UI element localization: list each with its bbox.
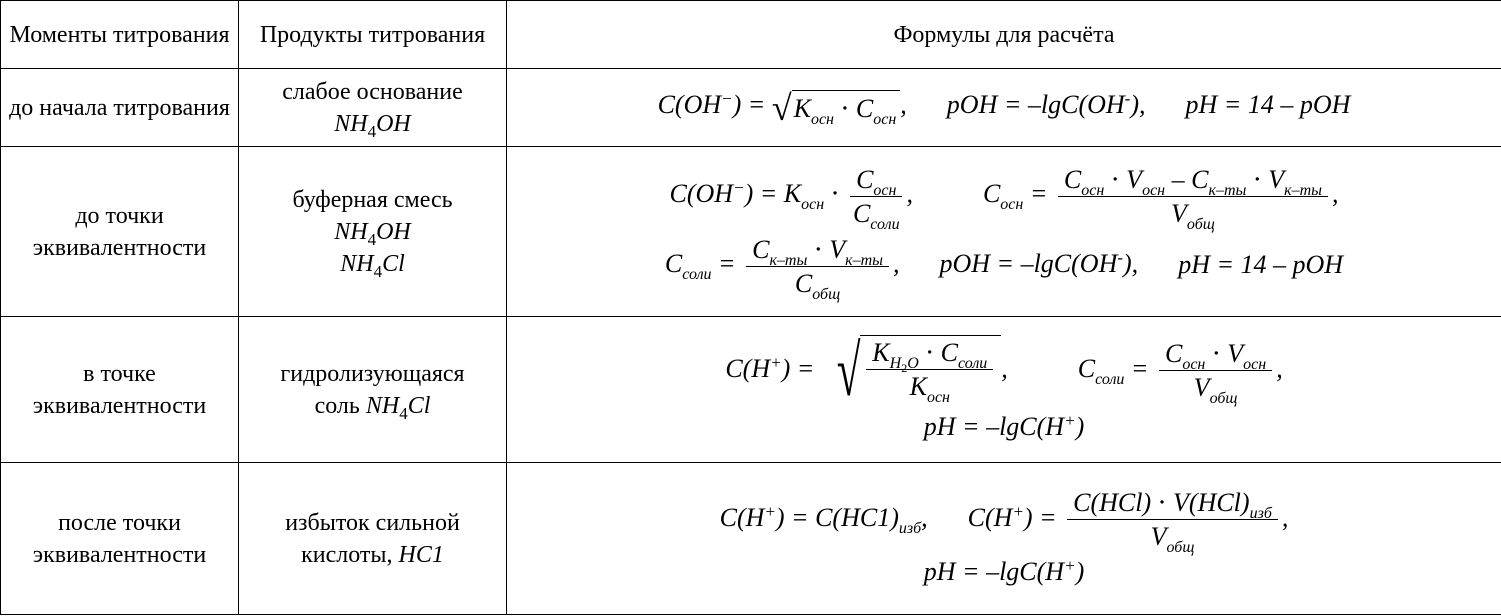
formula-c-h-excess-calc: C(H+) = $\frac{C(HCl) \cdot V(HCl)_{изб}}{V_{общ}}$ , xyxy=(967,488,1289,556)
product-text: избыток сильной xyxy=(285,509,460,536)
formula-c-soli-eq: $C_{соли}$ = $\frac{C_{осн} \cdot V_{осн}}{V_{общ}}$ , xyxy=(1077,339,1283,407)
formula-cell xyxy=(507,463,1501,615)
formula-ph: pH = 14 – pOH xyxy=(1185,90,1351,120)
formula-c-oh-buffer: $C(OH^-) = K_{осн}$ ⋅ $\frac{C_{осн}}{C_{соли}}$ , xyxy=(669,164,913,233)
table-row xyxy=(1,317,1501,463)
product-text: слабое основание xyxy=(282,78,463,105)
formula-ph-eq: pH = –lgC(H+) xyxy=(923,411,1085,441)
moment-cell: до точки эквивалентности xyxy=(1,147,239,317)
header-moments: Моменты титрования xyxy=(1,1,239,69)
formula-c-h-hydrolysis: C(H+) = √ $\frac{K_{H_2O} \cdot C_{соли}}{K_{осн}}$ , xyxy=(725,331,1008,411)
formula-c-osn: $C_{осн}$ = $\frac{C_{осн} \cdot V_{осн} - C_{к-ты} \cdot V_{к-ты}}{V_{общ}}$ , xyxy=(982,164,1339,233)
product-formula: $NH_4Cl$ xyxy=(340,250,405,281)
formula-poh: pOH = –lgC(OH-), xyxy=(946,89,1146,120)
product-cell xyxy=(239,69,507,147)
table-row xyxy=(1,463,1501,615)
header-row xyxy=(1,1,1501,69)
formula-poh: pOH = –lgC(OH-), xyxy=(939,248,1139,279)
product-formula: кислоты, HC1 xyxy=(301,541,444,568)
product-text: буферная смесь xyxy=(292,186,453,213)
formula-c-soli: $C_{соли}$ = $\frac{C_{к-ты} \cdot V_{к-ты}}{C_{общ}}$ , xyxy=(664,234,900,303)
formula-ph: pH = 14 – pOH xyxy=(1178,249,1344,279)
formula-cell xyxy=(507,147,1501,317)
moment-cell: после точки эквивалентности xyxy=(1,463,239,615)
header-formulas: Формулы для расчёта xyxy=(507,1,1501,69)
formula-c-h-excess: $C(H^+) = C(HC1)_{изб}$, xyxy=(719,501,928,537)
formula-c-oh: C(OH−) = √ $K_{осн} \cdot C_{осн}$ , xyxy=(657,87,907,128)
formula-cell xyxy=(507,69,1501,147)
table-row xyxy=(1,69,1501,147)
formula-ph-excess: pH = –lgC(H+) xyxy=(923,556,1085,586)
moment-cell: в точке эквивалентности xyxy=(1,317,239,463)
product-formula: соль $NH_4Cl$ xyxy=(314,392,431,423)
moment-cell: до начала титрования xyxy=(1,69,239,147)
product-cell xyxy=(239,317,507,463)
formula-cell xyxy=(507,317,1501,463)
product-text: гидролизующаяся xyxy=(280,360,465,387)
product-cell xyxy=(239,147,507,317)
product-formula: $NH_4OH$ xyxy=(334,110,411,141)
product-cell xyxy=(239,463,507,615)
product-formula: $NH_4OH$ xyxy=(334,218,411,249)
table-row xyxy=(1,147,1501,317)
header-products: Продукты титрования xyxy=(239,1,507,69)
